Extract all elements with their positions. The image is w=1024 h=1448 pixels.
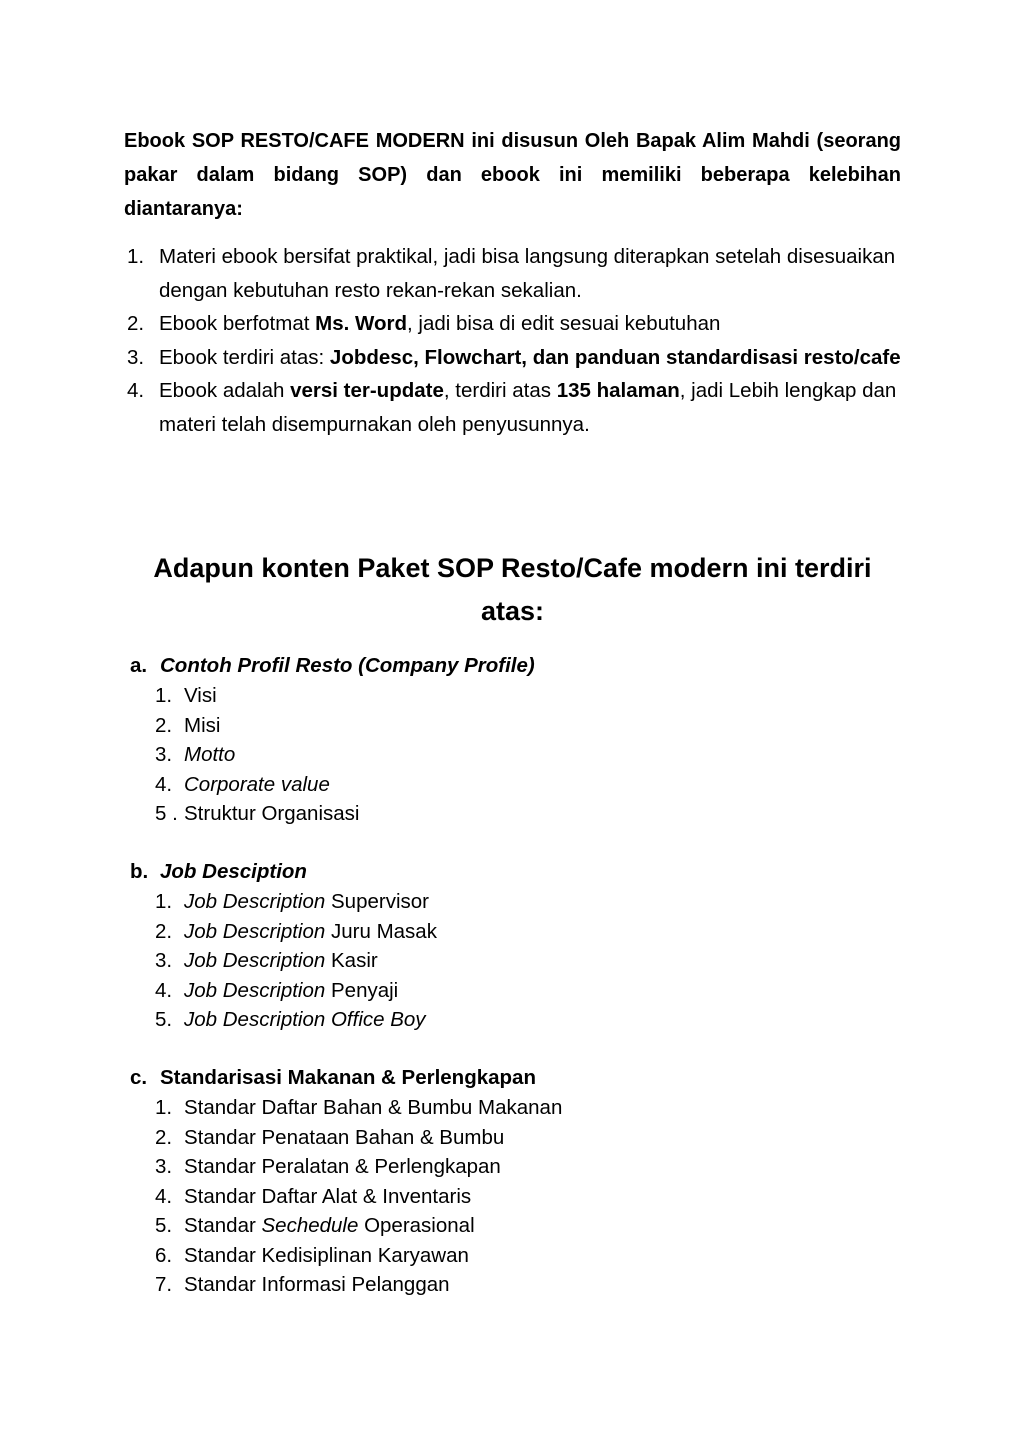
features-list	[124, 240, 914, 441]
list-number: 6.	[155, 1243, 173, 1267]
section-letter: a.	[130, 654, 148, 677]
list-item	[124, 240, 914, 307]
list-text-bold: Ms. Word	[315, 312, 407, 335]
list-text: Standar Informasi Pelanggan	[184, 1273, 450, 1296]
section-job-description	[124, 857, 924, 1035]
list-text: Kasir	[325, 949, 378, 972]
list-text: Materi ebook bersifat praktikal, jadi bisa langsung diterapkan setelah disesuaikan dengan kebutuhan resto rekan-rekan sekalian.	[159, 245, 896, 302]
list-item	[124, 341, 914, 375]
list-number: 5.	[155, 1008, 173, 1031]
list-number: 4.	[155, 772, 173, 796]
list-item	[124, 1211, 924, 1241]
intro-paragraph: Ebook SOP RESTO/CAFE MODERN ini disusun Oleh Bapak Alim Mahdi (seorang pakar dalam bidang SOP) dan ebook ini memiliki beberapa kelebihan diantaranya:	[124, 130, 901, 220]
list-item	[124, 711, 924, 741]
section-company-profile	[124, 651, 924, 829]
list-item	[124, 1270, 924, 1300]
list-text: Juru Masak	[325, 919, 437, 943]
list-number: 3.	[155, 743, 173, 766]
list-number: 3.	[155, 1155, 173, 1178]
list-item	[124, 1241, 924, 1271]
list-item	[124, 374, 914, 441]
list-item	[124, 1152, 924, 1182]
list-number: 5.	[155, 1214, 173, 1237]
list-number: 1.	[155, 1096, 173, 1119]
section-letter: c.	[130, 1066, 148, 1089]
list-text-bold: versi ter-update	[290, 379, 444, 402]
list-number: 2.	[155, 713, 173, 737]
list-text-italic: Job Description	[184, 919, 326, 943]
list-text: Standar Daftar Alat & Inventaris	[184, 1184, 472, 1208]
section-items	[124, 681, 924, 829]
list-text-bold: Jobdesc, Flowchart, dan panduan standardisasi resto/cafe	[329, 345, 901, 369]
list-text: Standar Penataan Bahan & Bumbu	[184, 1125, 505, 1149]
list-text: Corporate value	[184, 772, 330, 796]
list-text: Ebook berfotmat	[159, 312, 316, 335]
list-text: Operasional	[358, 1214, 475, 1237]
section-title	[124, 857, 924, 887]
list-item	[124, 799, 924, 829]
list-text: Standar Daftar Bahan & Bumbu Makanan	[184, 1096, 563, 1119]
list-number: 1.	[155, 890, 173, 913]
list-number: 2.	[155, 1125, 173, 1149]
section-title	[124, 651, 924, 681]
list-text: , jadi Lebih lengkap dan materi telah disempurnakan oleh penyusunnya.	[159, 379, 897, 436]
list-text: , terdiri atas	[443, 379, 557, 402]
list-item	[124, 1005, 924, 1035]
list-text: Misi	[184, 713, 221, 737]
list-text-italic: Job Description	[184, 949, 326, 972]
section-letter: b.	[130, 860, 149, 883]
list-number: 4.	[155, 978, 173, 1002]
list-text: Motto	[184, 743, 236, 766]
list-text: , jadi bisa di edit sesuai kebutuhan	[407, 312, 721, 335]
list-item	[124, 1093, 924, 1123]
section-title-text: Job Desciption	[160, 860, 307, 883]
list-number: 3.	[127, 345, 145, 369]
list-item	[124, 770, 924, 800]
list-item	[124, 681, 924, 711]
section-items	[124, 887, 924, 1035]
list-text: Struktur Organisasi	[184, 802, 360, 825]
list-number: 4.	[127, 379, 145, 402]
list-text: Standar Peralatan & Perlengkapan	[184, 1155, 501, 1178]
list-text-italic: Job Description	[184, 978, 326, 1002]
list-item	[124, 307, 914, 341]
list-text-bold: 135 halaman	[556, 379, 680, 402]
list-item	[124, 946, 924, 976]
list-number: 2.	[127, 312, 145, 335]
list-number: 3.	[155, 949, 173, 972]
list-text: Penyaji	[325, 978, 399, 1002]
list-number: 2.	[155, 919, 173, 943]
list-text-italic: Job Description	[184, 890, 326, 913]
list-text: Ebook adalah	[159, 379, 291, 402]
list-number: 1.	[127, 245, 145, 268]
list-item	[124, 1182, 924, 1212]
list-text: Standar Kedisiplinan Karyawan	[184, 1243, 469, 1267]
list-item	[124, 887, 924, 917]
list-number: 1.	[155, 684, 173, 707]
list-text: Ebook terdiri atas:	[159, 345, 330, 369]
list-number: 5 .	[155, 802, 178, 825]
list-item	[124, 917, 924, 947]
list-text: Supervisor	[325, 890, 429, 913]
list-text-italic: Sechedule	[261, 1214, 359, 1237]
list-item	[124, 740, 924, 770]
list-text: Standar	[184, 1214, 262, 1237]
list-number: 7.	[155, 1273, 173, 1296]
section-title-text: Standarisasi Makanan & Perlengkapan	[160, 1066, 536, 1089]
section-standardization	[124, 1063, 924, 1300]
list-text: Visi	[184, 684, 217, 707]
list-text-italic: Job Description Office Boy	[184, 1008, 426, 1031]
content-heading: Adapun konten Paket SOP Resto/Cafe modern ini terdiri atas:	[153, 553, 872, 626]
list-item	[124, 976, 924, 1006]
list-number: 4.	[155, 1184, 173, 1208]
section-title	[124, 1063, 924, 1093]
list-item	[124, 1123, 924, 1153]
section-items	[124, 1093, 924, 1300]
section-title-text: Contoh Profil Resto (Company Profile)	[160, 654, 535, 677]
